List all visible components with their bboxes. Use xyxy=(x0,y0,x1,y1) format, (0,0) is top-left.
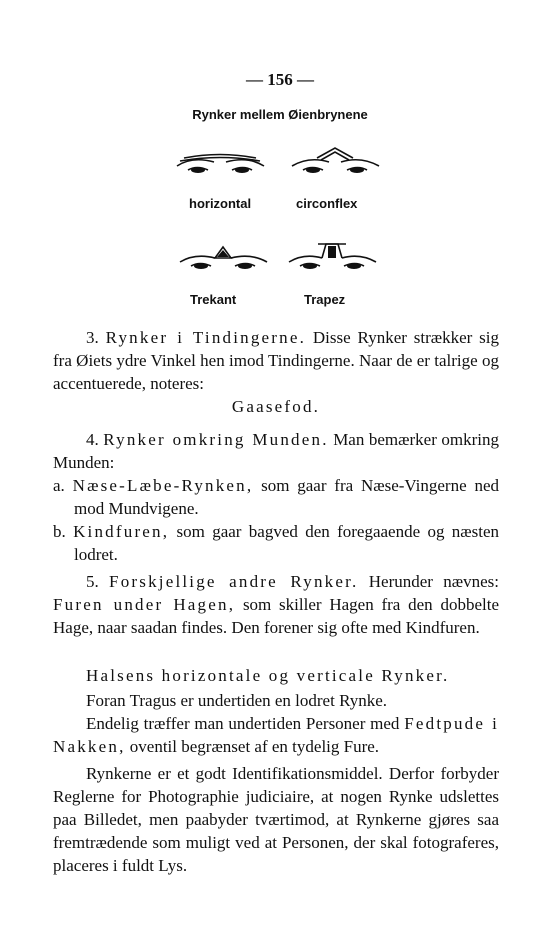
caption-horizontal: horizontal xyxy=(189,196,252,211)
section-5-text: Herunder nævnes: xyxy=(358,572,499,591)
item-b-label: b. xyxy=(53,522,66,541)
section-3-heading: Rynker i Tindingerne. xyxy=(105,328,307,347)
section-5-other xyxy=(53,570,499,639)
neck-text-2b: oventil begrænset af en tydelig Fure. xyxy=(125,737,380,756)
section-4-number: 4. xyxy=(86,430,99,449)
figure-title: Rynker mellem Øienbrynene xyxy=(192,107,368,122)
section-3-temples xyxy=(53,326,499,418)
closing-paragraph xyxy=(53,762,499,877)
page-number: — 156 — xyxy=(246,70,314,89)
section-5-heading: Forskjellige andre Rynker. xyxy=(109,572,359,591)
item-b-text: som gaar bagved den foregaaende og næsten lodret. xyxy=(74,522,499,564)
neck-text-2a: Endelig træffer man undertiden Personer med xyxy=(86,714,405,733)
item-a-text: som gaar fra Næse-Vingerne ned mod Mundvigene. xyxy=(74,476,499,518)
caption-trapez: Trapez xyxy=(304,292,346,307)
caption-trekant: Trekant xyxy=(190,292,237,307)
neck-heading: Halsens horizontale og verticale Rynker. xyxy=(86,666,450,685)
item-a-heading: Næse-Læbe-Rynken, xyxy=(72,476,254,495)
term-gaasefod: Gaasefod. xyxy=(231,397,321,416)
circonflex-wrinkle-drawing xyxy=(287,144,383,178)
section-4-text: Man bemærker omkring Munden: xyxy=(53,430,500,472)
horizontal-wrinkle-drawing xyxy=(172,148,268,178)
item-a xyxy=(53,474,499,520)
section-4-mouth xyxy=(53,428,499,474)
section-5-text-2: som skiller Hagen fra den dobbelte Hage, naar saadan findes. Den forener sig ofte med Kindfuren. xyxy=(53,595,499,637)
neck-section xyxy=(53,664,499,758)
item-b-heading: Kindfuren, xyxy=(73,522,170,541)
item-a-label: a. xyxy=(53,476,65,495)
section-3-number: 3. xyxy=(86,328,99,347)
section-4-heading: Rynker omkring Munden. xyxy=(103,430,329,449)
item-b xyxy=(53,520,499,566)
trekant-wrinkle-drawing xyxy=(175,242,271,274)
section-5-heading-2: Furen under Hagen, xyxy=(53,595,236,614)
closing-text: Rynkerne er et godt Identifikationsmiddel. Derfor forbyder Reglerne for Photographie judiciaire, at nogen Rynke udslettes paa Billedet, men paabyder tværtimod, at Rynkerne gjøres saa fremtrædende som muligt ved at Personen, der skal fotograferes, placeres i fuldt Lys. xyxy=(53,764,499,875)
neck-term: Fedtpude i Nakken, xyxy=(53,714,499,756)
caption-circonflex: circonflex xyxy=(296,196,358,211)
section-5-number: 5. xyxy=(86,572,99,591)
trapez-wrinkle-drawing xyxy=(284,238,380,274)
section-3-text: Disse Rynker strækker sig fra Øiets ydre Vinkel hen imod Tindingerne. Naar de er talrige og accentuerede, noteres: xyxy=(53,328,500,393)
neck-text-1: Foran Tragus er undertiden en lodret Rynke. xyxy=(86,691,388,710)
